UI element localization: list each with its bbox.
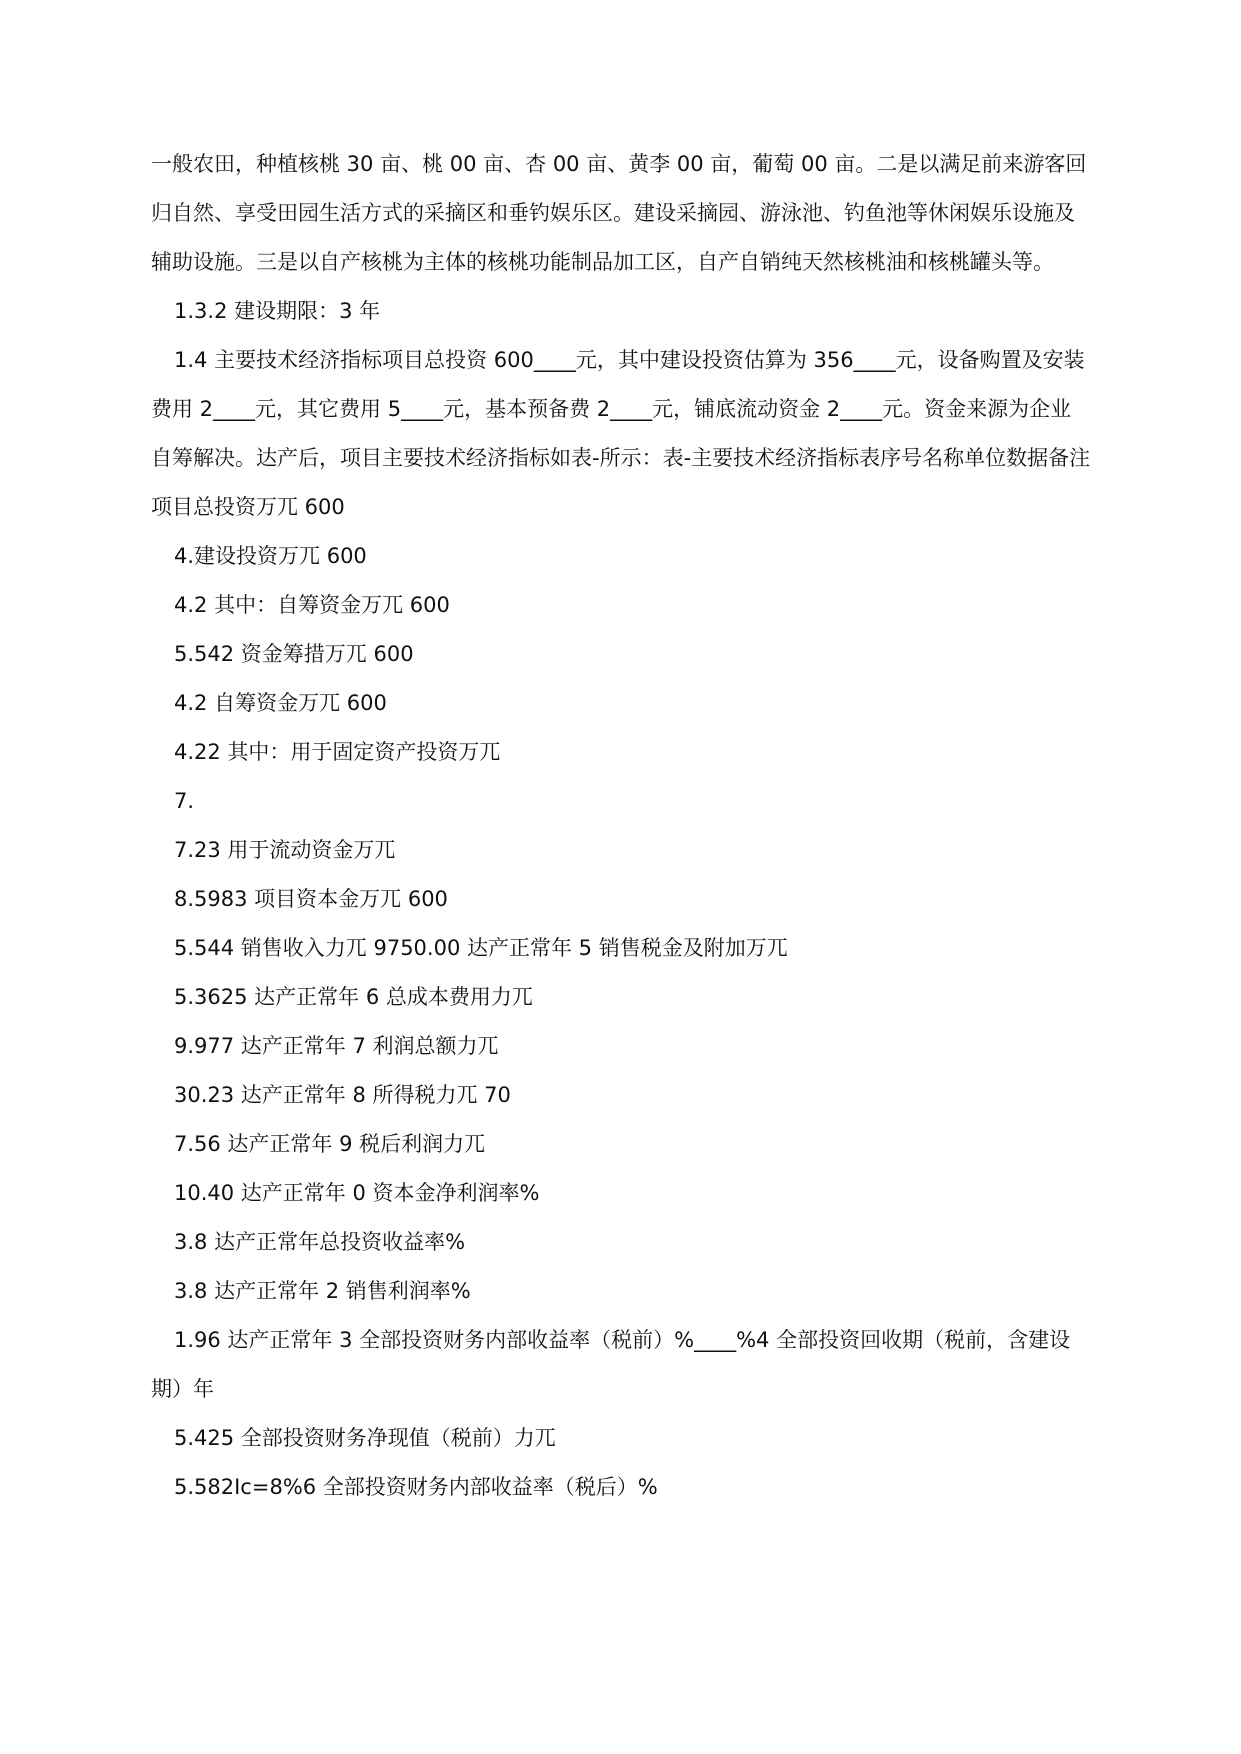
paragraph: 4.2 自筹资金万兀 600 [174, 691, 387, 715]
paragraph: 1.96 达产正常年 3 全部投资财务内部收益率（税前）%____%4 全部投资回收期（税前，含建设期）年 [151, 1328, 1071, 1401]
paragraph: 10.40 达产正常年 0 资本金净利润率% [174, 1181, 540, 1205]
paragraph: 8.5983 项目资本金万兀 600 [174, 887, 448, 911]
paragraph: 30.23 达产正常年 8 所得税力兀 70 [174, 1083, 511, 1107]
paragraph: 5.3625 达产正常年 6 总成本费用力兀 [174, 985, 533, 1009]
paragraph: 5.582Ic=8%6 全部投资财务内部收益率（税后）% [174, 1475, 658, 1499]
document-page [151, 140, 1091, 1512]
paragraph: 1.3.2 建设期限：3 年 [174, 299, 381, 323]
paragraph: 7. [174, 789, 195, 813]
paragraph: 4.建设投资万兀 600 [174, 544, 367, 568]
paragraph: 9.977 达产正常年 7 利润总额力兀 [174, 1034, 499, 1058]
paragraph: 4.2 其中：自筹资金万兀 600 [174, 593, 450, 617]
paragraph: 7.56 达产正常年 9 税后利润力兀 [174, 1132, 486, 1156]
paragraph: 4.22 其中：用于固定资产投资万兀 [174, 740, 501, 764]
paragraph: 3.8 达产正常年 2 销售利润率% [174, 1279, 471, 1303]
paragraph: 5.544 销售收入力兀 9750.00 达产正常年 5 销售税金及附加万兀 [174, 936, 788, 960]
paragraph: 3.8 达产正常年总投资收益率% [174, 1230, 466, 1254]
paragraph: 1.4 主要技术经济指标项目总投资 600____元，其中建设投资估算为 356____元，设备购置及安装费用 2____元，其它费用 5____元，基本预备费 2____元，铺底流动资金 2____元。资金来源为企业自筹解决。达产后，项目主要技术经济指标如表-所示：表-主要技术经济指标表序号名称单位数据备注项目总投资万兀 600 [151, 348, 1091, 519]
paragraph: 7.23 用于流动资金万兀 [174, 838, 396, 862]
paragraph: 5.425 全部投资财务净现值（税前）力兀 [174, 1426, 556, 1450]
paragraph: 5.542 资金筹措万兀 600 [174, 642, 414, 666]
paragraph: 一般农田，种植核桃 30 亩、桃 00 亩、杏 00 亩、黄李 00 亩，葡萄 00 亩。二是以满足前来游客回归自然、享受田园生活方式的采摘区和垂钓娱乐区。建设采摘园、游泳池、钓鱼池等休闲娱乐设施及辅助设施。三是以自产核桃为主体的核桃功能制品加工区，自产自销纯天然核桃油和核桃罐头等。 [151, 152, 1087, 274]
